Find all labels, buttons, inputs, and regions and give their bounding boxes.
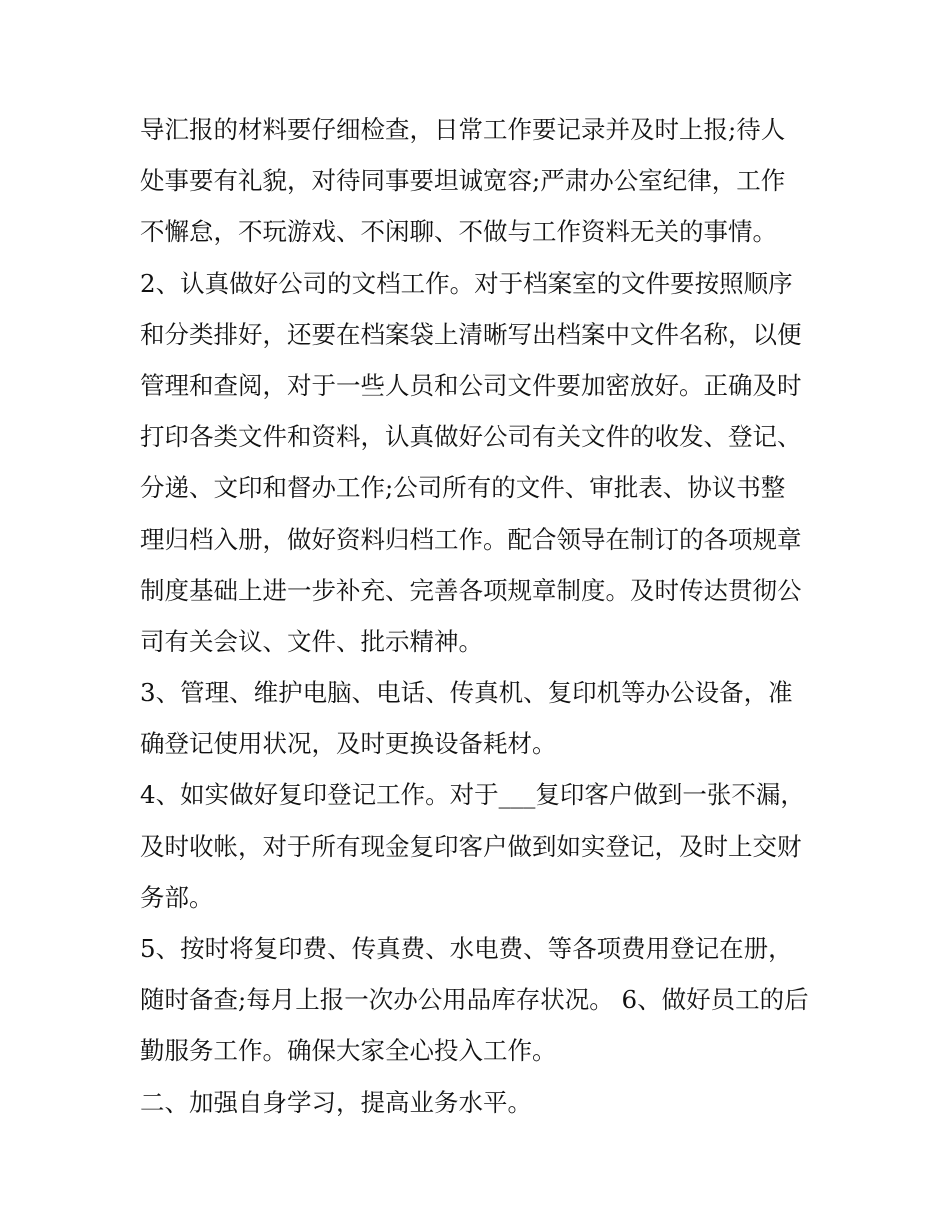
text-line: 管理和查阅，对于一些人员和公司文件要加密放好。正确及时 <box>140 370 802 400</box>
text-line: 2、认真做好公司的文档工作。对于档案室的文件要按照顺序 <box>140 268 793 298</box>
text-line: 随时备查;每月上报一次办公用品库存状况。 6、做好员工的后 <box>140 985 809 1015</box>
text-line: 勤服务工作。确保大家全心投入工作。 <box>140 1036 557 1066</box>
text-line: 3、管理、维护电脑、电话、传真机、复印机等办公设备，准 <box>140 678 793 708</box>
text-line: 务部。 <box>140 882 214 912</box>
text-line: 和分类排好，还要在档案袋上清晰写出档案中文件名称，以便 <box>140 319 802 349</box>
text-line: 4、如实做好复印登记工作。对于___复印客户做到一张不漏， <box>140 780 805 810</box>
text-line: 确登记使用状况，及时更换设备耗材。 <box>140 729 557 759</box>
text-line: 分递、文印和督办工作;公司所有的文件、审批表、协议书整 <box>140 473 786 503</box>
document-body <box>140 104 820 1128</box>
text-line: 制度基础上进一步补充、完善各项规章制度。及时传达贯彻公 <box>140 575 802 605</box>
text-line: 5、按时将复印费、传真费、水电费、等各项费用登记在册， <box>140 934 793 963</box>
text-line: 不懈怠，不玩游戏、不闲聊、不做与工作资料无关的事情。 <box>140 217 777 247</box>
text-line: 处事要有礼貌，对待同事要坦诚宽容;严肃办公室纪律，工作 <box>140 166 786 196</box>
text-line: 打印各类文件和资料，认真做好公司有关文件的收发、登记、 <box>140 422 802 452</box>
text-line: 导汇报的材料要仔细检查，日常工作要记录并及时上报;待人 <box>140 115 786 144</box>
text-line: 理归档入册，做好资料归档工作。配合领导在制订的各项规章 <box>140 524 802 554</box>
text-line: 司有关会议、文件、批示精神。 <box>140 626 483 656</box>
text-line: 二、加强自身学习，提高业务水平。 <box>140 1087 532 1117</box>
text-line: 及时收帐，对于所有现金复印客户做到如实登记，及时上交财 <box>140 831 802 861</box>
